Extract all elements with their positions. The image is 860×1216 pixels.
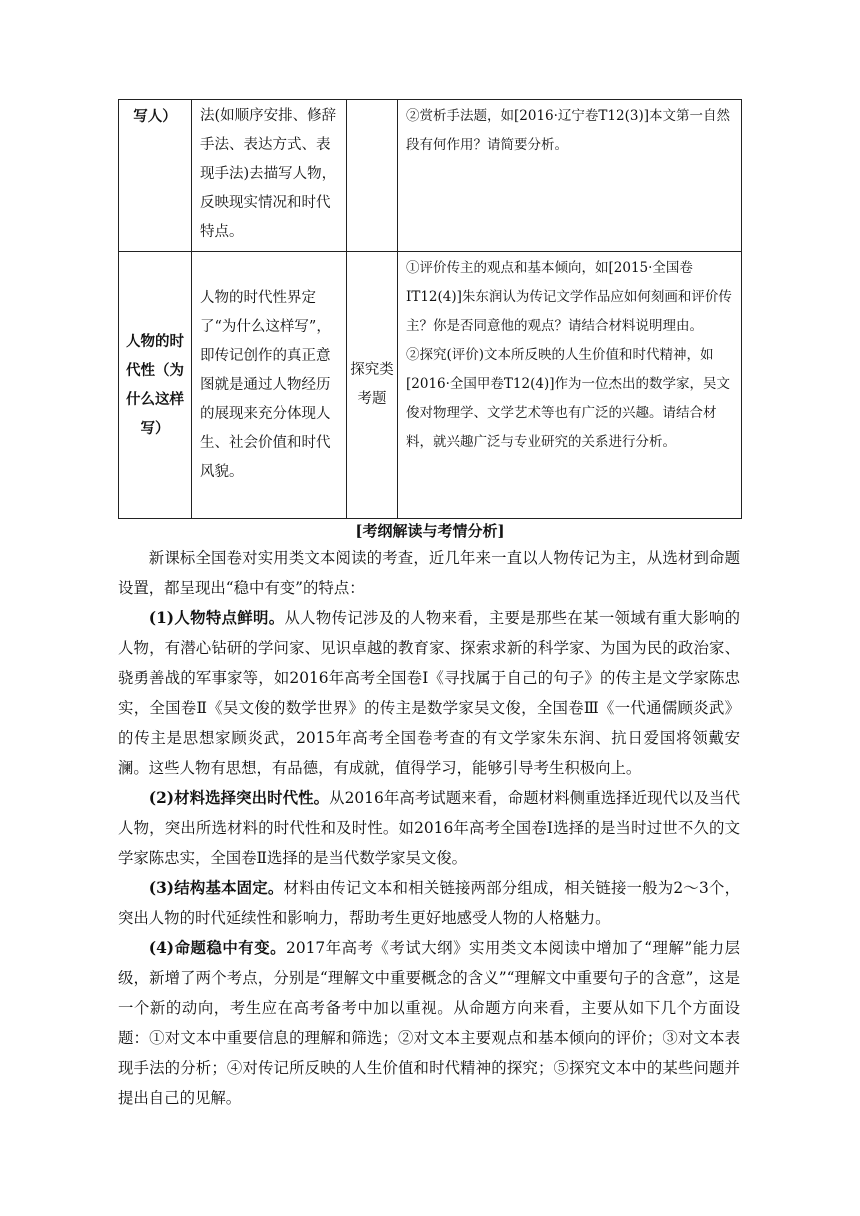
- question-item: ②探究(评价)文本所反映的人生价值和时代精神，如[2016·全国甲卷T12(4)]作为一位杰出的数学家，吴文俊对物理学、文学艺术等也有广泛的兴趣。请结合材料，就兴趣广泛与专业研究的关系进行分析。: [406, 347, 730, 450]
- analysis-body: [118, 543, 740, 1113]
- method-cell: 法(如顺序安排、修辞手法、表达方式、表现手法)去描写人物，反映现实情况和时代特点。: [192, 100, 347, 252]
- point-paragraph: [118, 873, 740, 933]
- point-text: 从人物传记涉及的人物来看，主要是那些在某一领域有重大影响的人物，有潜心钻研的学问家、见识卓越的教育家、探索求新的科学家、为国为民的政治家、骁勇善战的军事家等，如2016年高考全国卷Ⅰ《寻找属于自己的句子》的传主是文学家陈忠实，全国卷Ⅱ《吴文俊的数学世界》的传主是数学家吴文俊，全国卷Ⅲ《一代通儒顾炎武》的传主是思想家顾炎武，2015年高考全国卷考查的有文学家朱东润、抗日爱国将领戴安澜。这些人物有思想，有品德，有成就，值得学习，能够引导考生积极向上。: [118, 609, 740, 777]
- table-row: [119, 252, 742, 519]
- point-text: 材料由传记文本和相关链接两部分组成，相关链接一般为2～3个，突出人物的时代延续性和影响力，帮助考生更好地感受人物的人格魅力。: [118, 879, 740, 927]
- category-cell: 人物的时代性（为什么这样写）: [119, 252, 192, 519]
- method-cell: 人物的时代性界定了“为什么这样写”，即传记创作的真正意图就是通过人物经历的展现来充分体现人生、社会价值和时代风貌。: [192, 252, 347, 519]
- point-lead: (1)人物特点鲜明。: [148, 609, 285, 627]
- point-lead: (3)结构基本固定。: [148, 879, 284, 897]
- exam-analysis-table: [118, 99, 742, 519]
- question-type-cell: [347, 100, 398, 252]
- point-paragraph: [118, 603, 740, 783]
- point-text: 从2016年高考试题来看，命题材料侧重选择近现代以及当代人物，突出所选材料的时代性和及时性。如2016年高考全国卷Ⅰ选择的是当时过世不久的文学家陈忠实，全国卷Ⅱ选择的是当代数学家吴文俊。: [118, 789, 741, 867]
- table-row: [119, 100, 742, 252]
- question-cell: [398, 252, 742, 519]
- question-item: ①评价传主的观点和基本倾向，如[2015·全国卷ⅠT12(4)]朱东润认为传记文学作品应如何刻画和评价传主？你是否同意他的观点？请结合材料说明理由。: [406, 260, 732, 334]
- point-lead: (2)材料选择突出时代性。: [148, 789, 330, 807]
- section-heading: [考纲解读与考情分析]: [355, 522, 505, 540]
- point-lead: (4)命题稳中有变。: [148, 939, 287, 957]
- category-cell: 写人）: [119, 100, 192, 252]
- point-text: 2017年高考《考试大纲》实用类文本阅读中增加了“理解”能力层级，新增了两个考点，分别是“理解文中重要概念的含义”“理解文中重要句子的含意”，这是一个新的动向，考生应在高考备考中加以重视。从命题方向来看，主要从如下几个方面设题：①对文本中重要信息的理解和筛选；②对文本主要观点和基本倾向的评价；③对文本表现手法的分析；④对传记所反映的人生价值和时代精神的探究；⑤探究文本中的某些问题并提出自己的见解。: [118, 939, 741, 1107]
- point-paragraph: [118, 933, 740, 1113]
- question-type-cell: 探究类考题: [347, 252, 398, 519]
- point-paragraph: [118, 783, 740, 873]
- question-cell: ②赏析手法题，如[2016·辽宁卷T12(3)]本文第一自然段有何作用？请简要分析。: [398, 100, 742, 252]
- intro-paragraph: 新课标全国卷对实用类文本阅读的考查，近几年来一直以人物传记为主，从选材到命题设置，都呈现出“稳中有变”的特点：: [118, 549, 740, 597]
